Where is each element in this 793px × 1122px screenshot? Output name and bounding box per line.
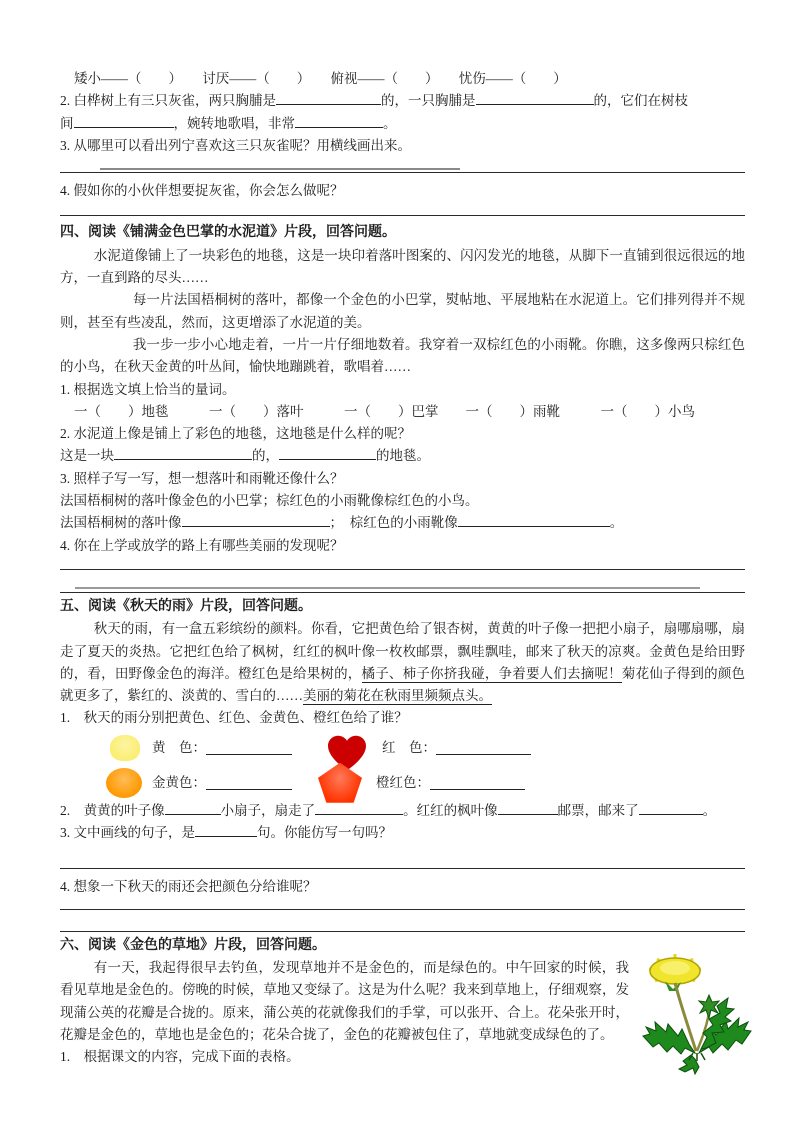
grass-q1: 1. 根据课文的内容，完成下面的表格。: [60, 1049, 300, 1065]
golden-yellow-swatch: [106, 768, 142, 798]
rain-q1: 1. 秋天的雨分别把黄色、红色、金黄色、橙红色给了谁？: [60, 710, 408, 726]
cement-q3-fill-c: 。: [609, 515, 624, 531]
cement-q2-fill-c: 的地毯。: [376, 448, 430, 464]
fill-blank: [279, 446, 376, 460]
cement-q2-fill-b: 的，: [252, 448, 279, 464]
yellow-label: 黄 色：: [152, 739, 206, 755]
cement-q3-example: 法国梧桐树的落叶像金色的小巴掌；棕红色的小雨靴像棕红色的小鸟。: [60, 493, 479, 509]
sparrow-q2-text-b: 的，一只胸脯是: [381, 93, 476, 109]
dandelion-leaf-lower: [679, 1055, 699, 1074]
fill-blank: [165, 801, 221, 815]
section4-paragraph3: 我一步一步小心地走着，一片一片仔细地数着。我穿着一双棕红色的小雨靴。你瞧，这多像两只棕红色的小鸟，在秋天金黄的叶丛间，愉快地蹦跳着，歌唱着……: [60, 336, 745, 375]
rain-q3-a: 3. 文中画线的句子，是: [60, 825, 195, 841]
cement-q3: 3. 照样子写一写，想一想落叶和雨靴还像什么？: [60, 470, 344, 486]
orange-label: 橙红色：: [376, 774, 430, 790]
rain-q4: 4. 想象一下秋天的雨还会把颜色分给谁呢？: [60, 879, 317, 895]
sparrow-q2-text-c: 的，它们在树枝: [593, 93, 688, 109]
grass-passage-block: [60, 957, 745, 1046]
fill-blank: [315, 801, 403, 815]
rain-q2-b: 小扇子，扇走了: [220, 802, 316, 818]
dandelion-bud: [699, 995, 719, 1018]
sparrow-q2-line1: [60, 90, 745, 112]
sparrow-q2-text-a: 2. 白桦树上有三只灰雀，两只胸脯是: [60, 93, 276, 109]
fill-blank: [458, 513, 610, 527]
fill-blank: [295, 114, 383, 128]
rain-underlined-d: 美丽的菊花在秋雨里频频点头。: [303, 688, 492, 704]
fill-blank: [206, 776, 292, 790]
answer-line: [60, 844, 745, 869]
yellow-swatch: [110, 735, 140, 761]
rain-q2-e: 。: [702, 802, 717, 818]
red-heart-path: [328, 736, 366, 770]
sparrow-q2-text-f: 。: [383, 115, 397, 131]
sparrow-q3: 3. 从哪里可以看出列宁喜欢这三只灰雀呢？用横线画出来。: [60, 137, 411, 153]
fill-blank: [74, 114, 174, 128]
fill-blank: [476, 91, 594, 105]
rain-underlined-b: 橘子、柿子你挤我碰，争着要人们去摘呢！: [361, 665, 622, 681]
fill-blank: [498, 801, 558, 815]
sparrow-q4: 4. 假如你的小伙伴想要捉灰雀，你会怎么做呢？: [60, 183, 344, 199]
hand-drawn-line: [100, 168, 460, 170]
rain-q3-b: 句。你能仿写一句吗？: [257, 825, 392, 841]
section6-heading: 六、阅读《金色的草地》片段，回答问题。: [60, 937, 326, 953]
rain-text-c: 菊花仙子得到的颜色就更多了，紫红的、淡黄的、雪白的……: [60, 665, 746, 704]
section-divider-line: [60, 202, 745, 216]
color-row-2: [60, 766, 745, 800]
dandelion-image: [635, 951, 757, 1079]
fill-blank: [276, 91, 381, 105]
cement-q4: 4. 你在上学或放学的路上有哪些美丽的发现呢？: [60, 537, 344, 553]
cement-q2-fill: [60, 445, 745, 467]
cement-q3-fill: [60, 512, 745, 534]
golden-label: 金黄色：: [152, 774, 206, 790]
section4-paragraph1: 水泥道像铺上了一块彩色的地毯，这是一块印着落叶图案的、闪闪发光的地毯，从脚下一直铺到很远很远的地方，一直到路的尽头……: [60, 247, 745, 286]
antonyms-line: 矮小——（ ） 讨厌——（ ） 俯视——（ ） 忧伤——（ ）: [74, 71, 567, 86]
cement-q3-fill-b: ； 棕红色的小雨靴像: [329, 515, 458, 531]
answer-line: [60, 557, 745, 570]
rain-q2-d: 邮票，邮来了: [557, 802, 639, 818]
color-row-1: [60, 730, 745, 766]
rain-text-a: 秋天的雨，有一盒五彩缤纷的颜料。你看，它把黄色给了银杏树，黄黄的叶子像一把把小扇子，扇哪扇哪，扇走了夏天的炎热。它把红色给了枫树，红红的枫叶像一枚枚邮票，飘哇飘哇，邮来了秋天的凉爽。金黄色是给田野的，看，田野像金色的海洋。橙红色是给果树的，: [60, 621, 745, 681]
red-heart-shape: [328, 735, 366, 771]
cement-q1: 1. 根据选文填上恰当的量词。: [60, 381, 236, 397]
answer-line-gray: [75, 587, 700, 589]
fill-blank: [114, 446, 252, 460]
section5-paragraph: [60, 618, 745, 707]
cement-q3-fill-a: 法国梧桐树的落叶像: [60, 515, 182, 531]
answer-line: [60, 157, 745, 173]
sparrow-q2-text-e: ，婉转地歌唱，非常: [173, 115, 295, 131]
cement-quantifier-line: 一（ ）地毯 一（ ）落叶 一（ ）巴掌 一（ ）雨靴 一（ ）小鸟: [74, 403, 695, 419]
fill-blank: [206, 741, 292, 755]
rain-q2-a: 2. 黄黄的叶子像: [60, 802, 165, 818]
rain-q2-c: 。红红的枫叶像: [403, 802, 498, 818]
fill-blank: [639, 801, 703, 815]
dandelion-flower-highlight: [660, 961, 690, 975]
sparrow-q2-line2: [60, 113, 745, 135]
answer-line: [60, 899, 745, 910]
fill-blank: [182, 513, 330, 527]
cement-q2: 2. 水泥道上像是铺上了彩色的地毯，这地毯是什么样的呢？: [60, 426, 411, 442]
section4-paragraph2: 每一片法国梧桐树的落叶，都像一个金色的小巴掌，熨帖地、平展地粘在水泥道上。它们排列得并不规则，甚至有些凌乱，然而，这更增添了水泥道的美。: [60, 292, 745, 330]
red-label: 红 色：: [382, 739, 436, 755]
section4-heading: 四、阅读《铺满金色巴掌的水泥道》片段，回答问题。: [60, 225, 396, 241]
rain-q2: [60, 800, 745, 822]
section5-heading: 五、阅读《秋天的雨》片段，回答问题。: [60, 598, 312, 614]
sparrow-q2-text-d: 间: [60, 115, 74, 131]
cement-q2-fill-a: 这是一块: [60, 448, 114, 464]
rain-q3: [60, 822, 745, 844]
answer-line: [60, 910, 745, 932]
answer-line-with-divider: [60, 570, 745, 593]
fill-blank: [195, 823, 257, 837]
section6-paragraph: 有一天，我起得很早去钓鱼，发现草地并不是金色的，而是绿色的。中午回家的时候，我看见草地是金色的。傍晚的时候，草地又变绿了。这是为什么呢？我来到草地上，仔细观察，发现蒲公英的花瓣是合拢的。原来，蒲公英的花就像我们的手掌，可以张开、合上。花朵张开时，花瓣是金色的，草地也是金色的；花朵合拢了，金色的花瓣被包住了，草地就变成绿色的了。: [60, 959, 629, 1042]
fill-blank: [436, 741, 531, 755]
fill-blank: [430, 776, 525, 790]
